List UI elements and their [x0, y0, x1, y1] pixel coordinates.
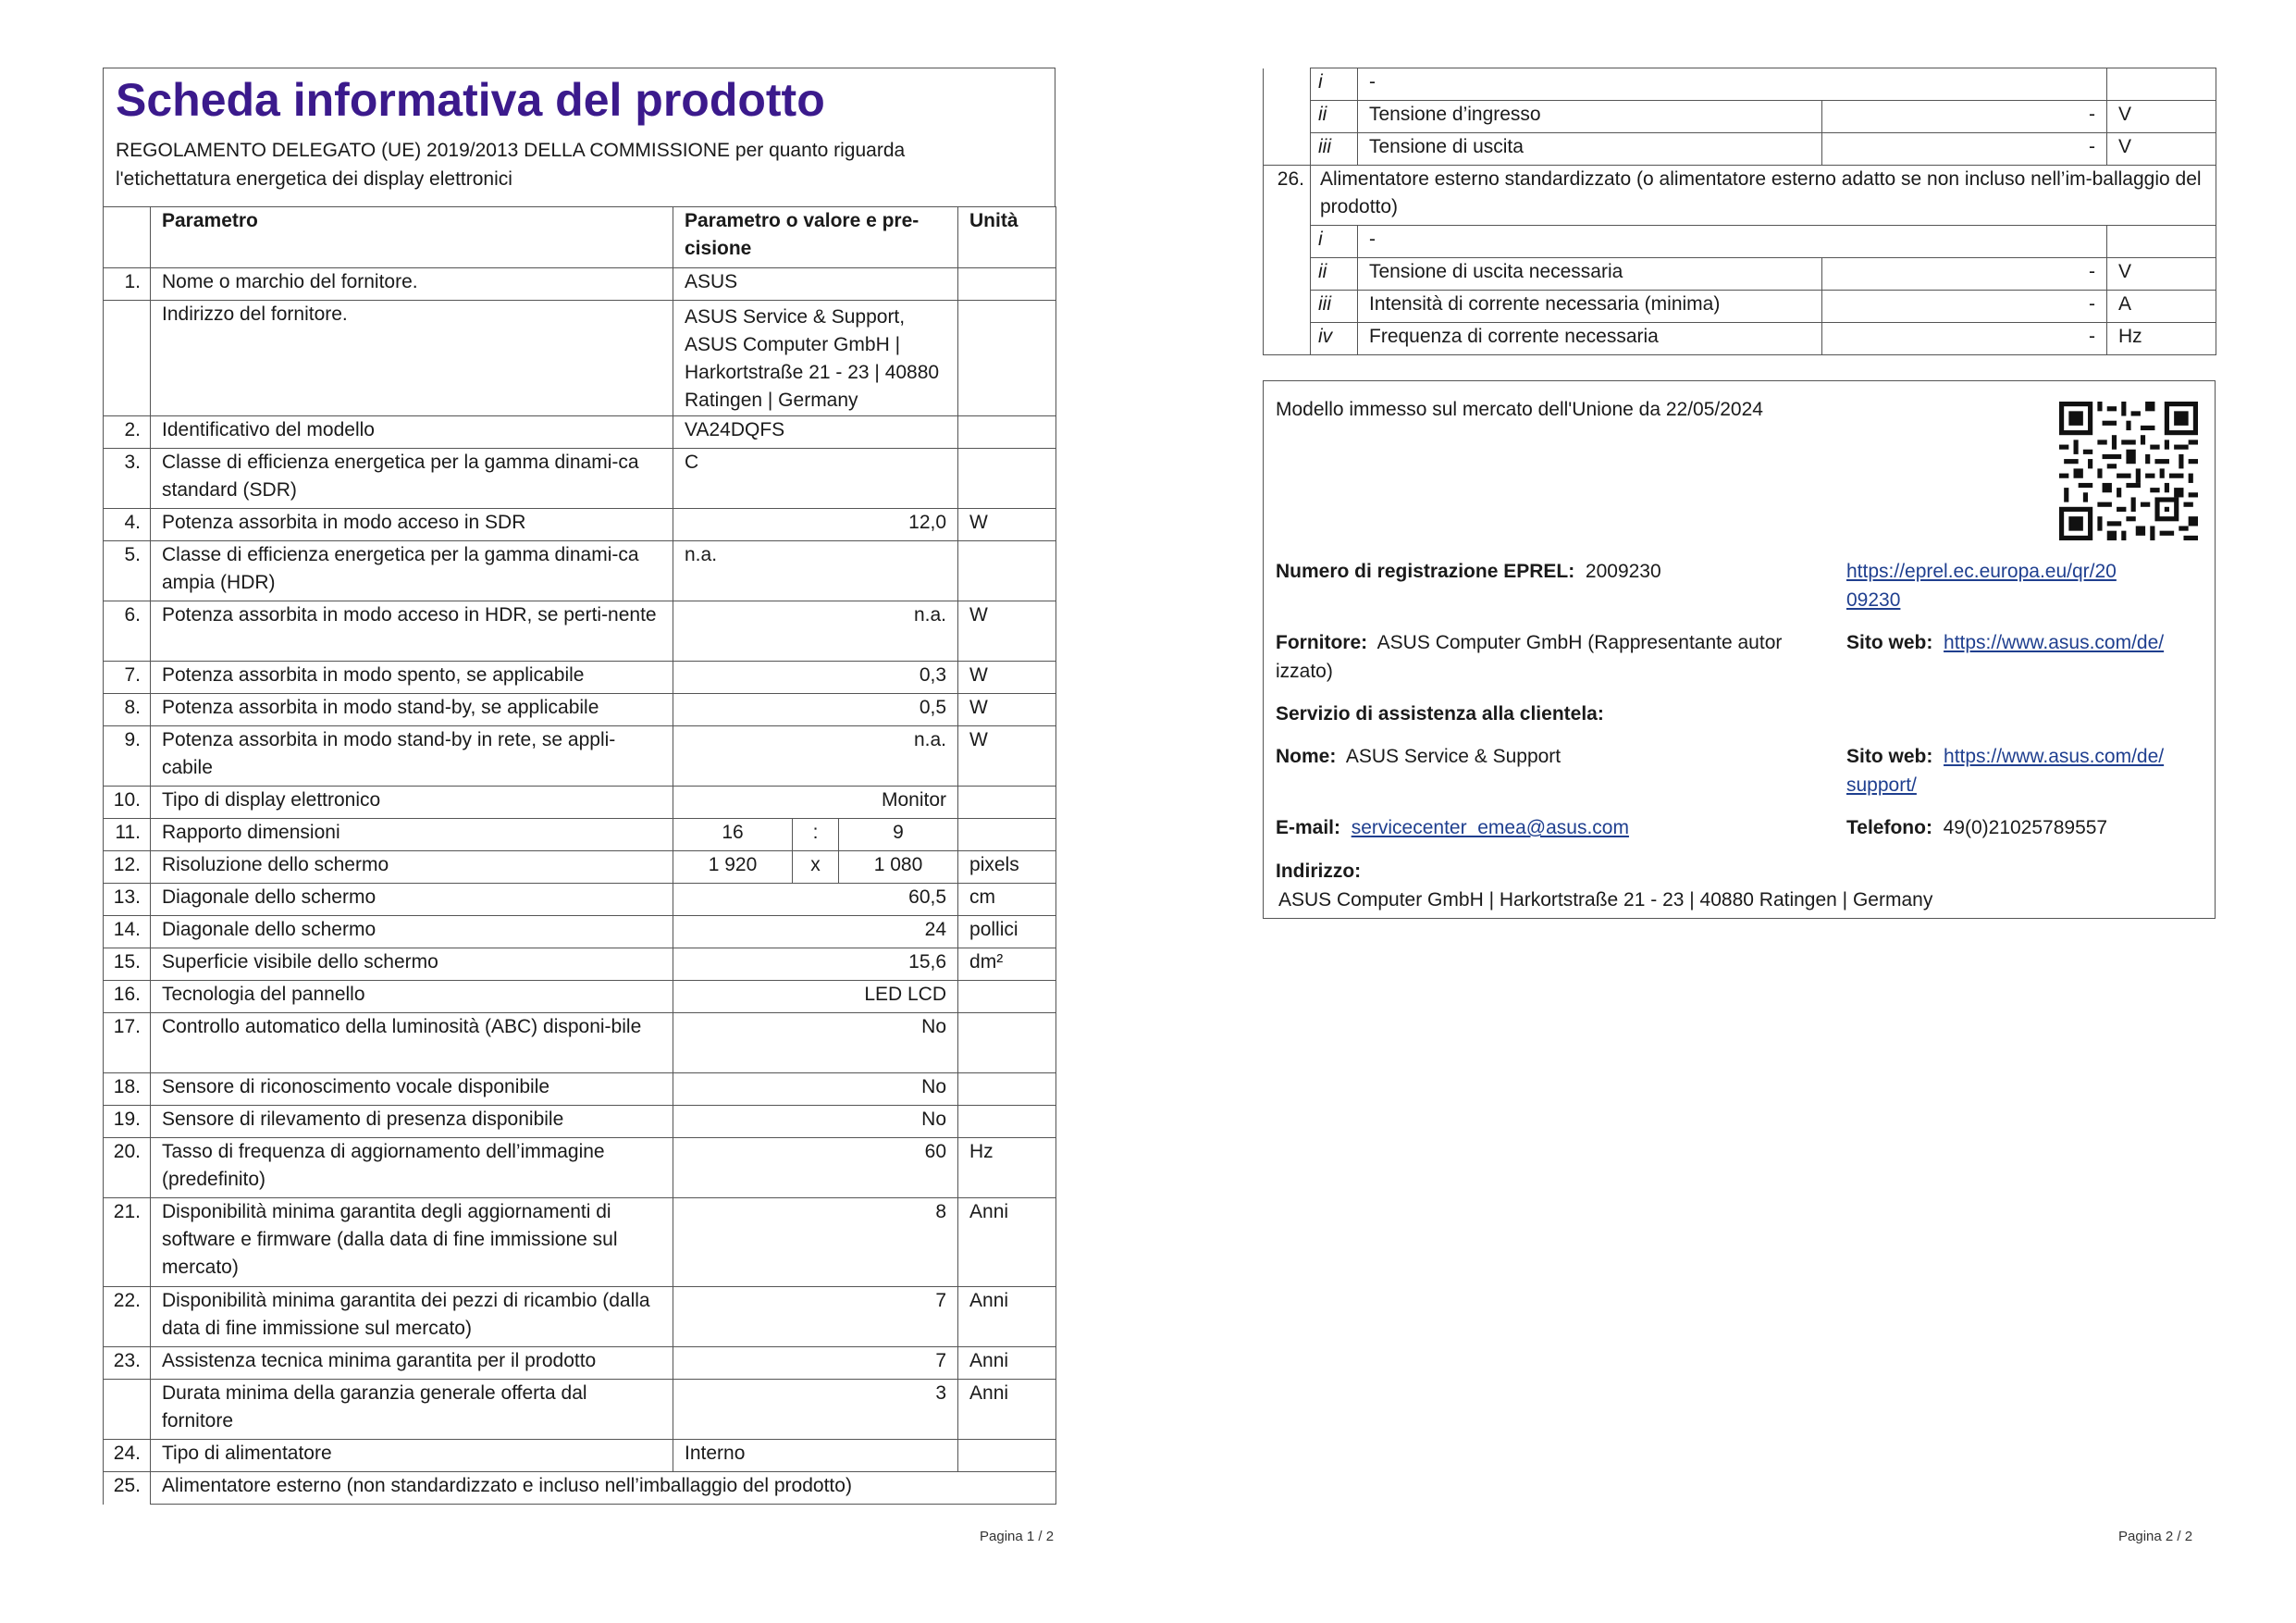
- table-row: 9. Potenza assorbita in modo stand-by in rete, se appli-cabile n.a. W: [104, 726, 1056, 787]
- table-row: 23. Assistenza tecnica minima garantita per il prodotto 7 Anni: [104, 1347, 1056, 1380]
- service-website-link[interactable]: https://www.asus.com/de/: [1944, 746, 2165, 767]
- table-row: 6. Potenza assorbita in modo acceso in HDR, se perti-nente n.a. W: [104, 601, 1056, 662]
- address-value: ASUS Computer GmbH | Harkortstraße 21 - 23 | 40880 Ratingen | Germany: [1278, 889, 1933, 911]
- power-supply-table: [1263, 68, 2216, 355]
- table-row: 12. Risoluzione dello schermo 1 920 x 1 080 pixels: [104, 851, 1056, 884]
- table-row: 10. Tipo di display elettronico Monitor: [104, 787, 1056, 819]
- page-title: Scheda informativa del prodotto: [116, 74, 825, 126]
- eprel-number: 2009230: [1585, 561, 1661, 582]
- table-row: Indirizzo del fornitore. ASUS Service & Support, ASUS Computer GmbH | Harkortstraße 21 - 23 | 40880 Ratingen | Germany: [104, 301, 1056, 416]
- table-row: 4. Potenza assorbita in modo acceso in SDR 12,0 W: [104, 509, 1056, 541]
- service-name-label: Nome:: [1276, 746, 1337, 767]
- table-row: 26. Alimentatore esterno standardizzato (o alimentatore esterno adatto se non incluso nell’im-ballaggio del prodotto): [1264, 166, 2216, 226]
- table-row: 1. Nome o marchio del fornitore. ASUS: [104, 268, 1056, 301]
- title-block: [103, 68, 1055, 206]
- website-label: Sito web:: [1846, 632, 1933, 653]
- table-row: 13. Diagonale dello schermo 60,5 cm: [104, 884, 1056, 916]
- table-row: ii Tensione d’ingresso - V: [1264, 101, 2216, 133]
- table-row: 18. Sensore di riconoscimento vocale disponibile No: [104, 1073, 1056, 1106]
- product-spec-table: [103, 206, 1056, 1505]
- email-link[interactable]: servicecenter_emea@asus.com: [1351, 817, 1629, 838]
- table-row: 7. Potenza assorbita in modo spento, se applicabile 0,3 W: [104, 662, 1056, 694]
- table-row: 15. Superficie visibile dello schermo 15,6 dm²: [104, 948, 1056, 981]
- page-footer: Pagina 2 / 2: [2118, 1529, 2193, 1544]
- table-row: 20. Tasso di frequenza di aggiornamento dell’immagine (predefinito) 60 Hz: [104, 1138, 1056, 1198]
- supplier-value: ASUS Computer GmbH (Rappresentante autor: [1376, 632, 1783, 653]
- service-website-label: Sito web:: [1846, 746, 1933, 767]
- website-link[interactable]: https://www.asus.com/de/: [1944, 632, 2165, 653]
- phone-number: 49(0)21025789557: [1943, 817, 2108, 838]
- header-param: Parametro: [151, 207, 673, 268]
- address-label: Indirizzo:: [1276, 861, 1362, 882]
- phone-label: Telefono:: [1846, 817, 1932, 838]
- table-row: ii Tensione di uscita necessaria - V: [1264, 258, 2216, 291]
- supplier-label: Fornitore:: [1276, 632, 1368, 653]
- table-row: 8. Potenza assorbita in modo stand-by, se applicabile 0,5 W: [104, 694, 1056, 726]
- table-row: iii Intensità di corrente necessaria (minima) - A: [1264, 291, 2216, 323]
- table-row: 16. Tecnologia del pannello LED LCD: [104, 981, 1056, 1013]
- page-footer: Pagina 1 / 2: [980, 1529, 1055, 1544]
- table-row: i -: [1264, 226, 2216, 258]
- table-row: 14. Diagonale dello schermo 24 pollici: [104, 916, 1056, 948]
- table-row: 21. Disponibilità minima garantita degli aggiornamenti di software e firmware (dalla data di fine immissione sul mercato) 8 Anni: [104, 1198, 1056, 1287]
- header-value: Parametro o valore e pre-cisione: [673, 207, 958, 268]
- table-row: i -: [1264, 68, 2216, 101]
- table-row: Durata minima della garanzia generale offerta dal fornitore 3 Anni: [104, 1380, 1056, 1440]
- table-row: 24. Tipo di alimentatore Interno: [104, 1440, 1056, 1472]
- table-row: 11. Rapporto dimensioni 16 : 9: [104, 819, 1056, 851]
- service-name: ASUS Service & Support: [1345, 746, 1562, 767]
- table-row: 17. Controllo automatico della luminosità (ABC) disponi-bile No: [104, 1013, 1056, 1073]
- eprel-link[interactable]: https://eprel.ec.europa.eu/qr/20 09230: [1846, 561, 2117, 611]
- table-row: 2. Identificativo del modello VA24DQFS: [104, 416, 1056, 449]
- table-row: 3. Classe di efficienza energetica per la gamma dinami-ca standard (SDR) C: [104, 449, 1056, 509]
- service-heading: Servizio di assistenza alla clientela:: [1276, 703, 1604, 725]
- table-row: 19. Sensore di rilevamento di presenza disponibile No: [104, 1106, 1056, 1138]
- eprel-info-box: Modello immesso sul mercato dell'Unione da 22/05/2024 Numero di registrazione EPREL: 2009230 https://eprel.ec.europa.eu/qr/20 09230 Fornitore: ASUS Computer GmbH (Rappresentante autor izzato) Sito web: https://www.asus.com/de/ Servizio di assistenza alla clientela: Nome: ASUS Service & Support Sito web: https://www.asus.com/de/ support/ E-mail: servicecenter_emea@asus.com Telefono: 49(0)21025789557 Indirizzo: ASUS Computer GmbH | Harkortstraße 21 - 23 | 40880 Ratingen | Germany: [1263, 380, 2216, 919]
- market-date: Modello immesso sul mercato dell'Unione da 22/05/2024: [1276, 399, 1763, 420]
- header-unit: Unità: [958, 207, 1056, 268]
- qr-code-icon[interactable]: [2059, 402, 2198, 540]
- table-row: 22. Disponibilità minima garantita dei pezzi di ricambio (dalla data di fine immissione sul mercato) 7 Anni: [104, 1287, 1056, 1347]
- table-row: 25. Alimentatore esterno (non standardizzato e incluso nell’imballaggio del prodotto): [104, 1472, 1056, 1505]
- eprel-label: Numero di registrazione EPREL:: [1276, 561, 1575, 582]
- table-header-row: [104, 207, 1056, 268]
- table-row: iii Tensione di uscita - V: [1264, 133, 2216, 166]
- email-label: E-mail:: [1276, 817, 1341, 838]
- regulation-subtitle: REGOLAMENTO DELEGATO (UE) 2019/2013 DELLA COMMISSIONE per quanto riguarda l'etichettatura energetica dei display elettronici: [116, 140, 906, 190]
- page-2: [1148, 0, 2296, 1623]
- table-row: 5. Classe di efficienza energetica per la gamma dinami-ca ampia (HDR) n.a.: [104, 541, 1056, 601]
- table-row: iv Frequenza di corrente necessaria - Hz: [1264, 323, 2216, 355]
